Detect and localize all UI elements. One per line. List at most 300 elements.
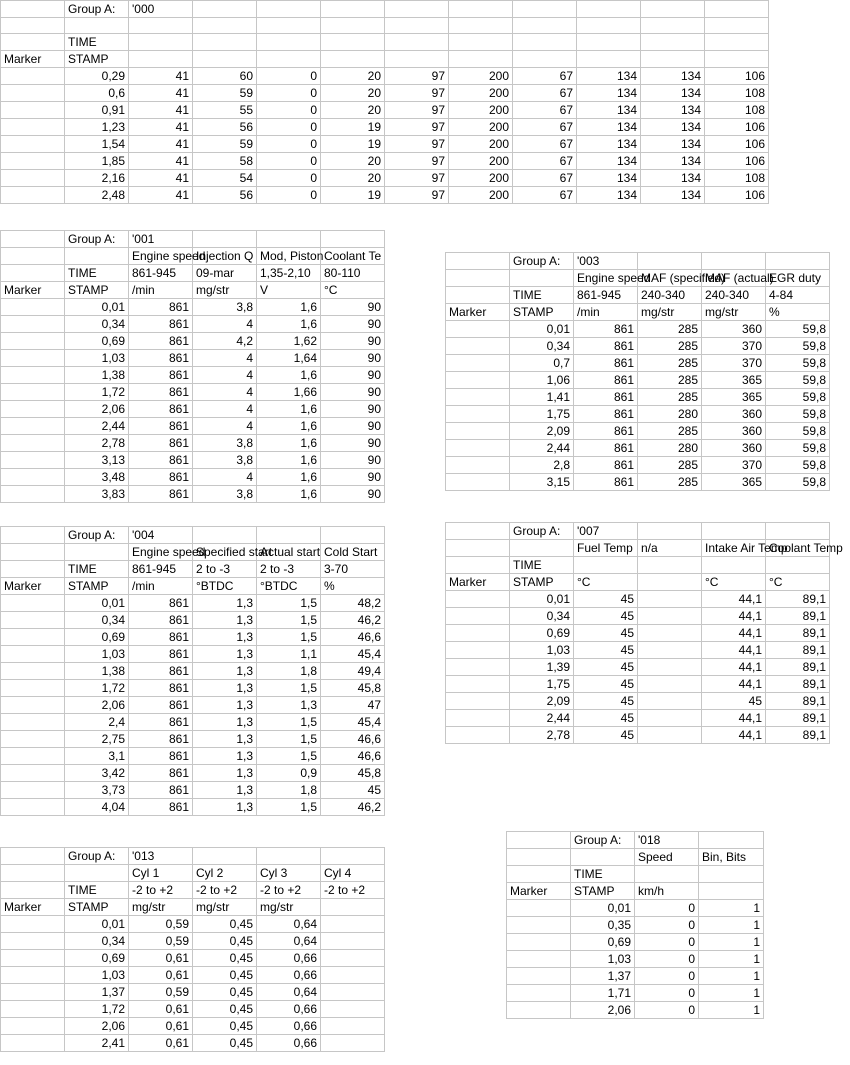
table-cell: n/a bbox=[638, 540, 702, 557]
table-cell: 67 bbox=[513, 68, 577, 85]
table-row bbox=[507, 1002, 764, 1019]
table-cell: mg/str bbox=[702, 304, 766, 321]
table-cell bbox=[321, 1001, 385, 1018]
table-cell: 49,4 bbox=[321, 663, 385, 680]
table-cell bbox=[705, 18, 769, 34]
table-cell bbox=[257, 18, 321, 34]
table-cell bbox=[641, 34, 705, 51]
table-cell: 134 bbox=[641, 187, 705, 204]
table-cell: 1,3 bbox=[193, 629, 257, 646]
table-cell: 1,8 bbox=[257, 663, 321, 680]
table-cell: 1,8 bbox=[257, 782, 321, 799]
table-cell: 1 bbox=[699, 900, 764, 917]
table-cell: 360 bbox=[702, 440, 766, 457]
table-cell bbox=[321, 51, 385, 68]
table-cell: 861 bbox=[574, 338, 638, 355]
table-cell bbox=[638, 608, 702, 625]
table-cell bbox=[1, 984, 65, 1001]
table-cell bbox=[1, 1, 65, 18]
table-cell: Marker bbox=[446, 304, 510, 321]
table-cell: 861 bbox=[129, 799, 193, 816]
table-cell bbox=[705, 51, 769, 68]
table-cell: Group A: bbox=[65, 231, 129, 248]
table-row bbox=[446, 423, 830, 440]
table-cell bbox=[1, 18, 65, 34]
table-cell: 97 bbox=[385, 187, 449, 204]
table-row bbox=[1, 984, 385, 1001]
table-cell: 97 bbox=[385, 119, 449, 136]
table-cell bbox=[507, 951, 571, 968]
table-cell: 4,04 bbox=[65, 799, 129, 816]
table-cell bbox=[446, 389, 510, 406]
table-cell: 861 bbox=[129, 452, 193, 469]
table-cell bbox=[1, 967, 65, 984]
table-cell: 1 bbox=[699, 934, 764, 951]
table-cell: 1,5 bbox=[257, 731, 321, 748]
table-cell: 90 bbox=[321, 333, 385, 350]
table-cell: 108 bbox=[705, 85, 769, 102]
table-row bbox=[1, 333, 385, 350]
table-cell bbox=[641, 18, 705, 34]
table-cell: '007 bbox=[574, 523, 638, 540]
table-cell: 861-945 bbox=[574, 287, 638, 304]
table-cell: 0 bbox=[257, 68, 321, 85]
table-cell: 370 bbox=[702, 457, 766, 474]
table-cell bbox=[577, 1, 641, 18]
table-row bbox=[1, 136, 769, 153]
table-cell: Marker bbox=[1, 899, 65, 916]
table-row bbox=[1, 714, 385, 731]
table-cell: 20 bbox=[321, 170, 385, 187]
table-cell: 106 bbox=[705, 187, 769, 204]
table-cell: 0,34 bbox=[65, 933, 129, 950]
table-cell bbox=[1, 544, 65, 561]
table-cell: 3,73 bbox=[65, 782, 129, 799]
table-row bbox=[1, 1001, 385, 1018]
table-cell: 09-mar bbox=[193, 265, 257, 282]
table-cell: 90 bbox=[321, 401, 385, 418]
group-000-table bbox=[0, 0, 769, 204]
table-cell: Bin, Bits bbox=[699, 849, 764, 866]
table-cell: 1,75 bbox=[510, 406, 574, 423]
table-cell bbox=[638, 710, 702, 727]
table-cell: 97 bbox=[385, 170, 449, 187]
table-row bbox=[1, 401, 385, 418]
table-cell: 90 bbox=[321, 486, 385, 503]
table-cell bbox=[513, 1, 577, 18]
table-cell bbox=[638, 523, 702, 540]
table-row bbox=[507, 900, 764, 917]
table-cell bbox=[638, 574, 702, 591]
table-cell: 90 bbox=[321, 469, 385, 486]
table-cell bbox=[446, 523, 510, 540]
table-cell: 134 bbox=[641, 170, 705, 187]
table-cell: 46,2 bbox=[321, 612, 385, 629]
table-cell: 0,01 bbox=[65, 595, 129, 612]
table-cell: 0,45 bbox=[193, 1018, 257, 1035]
table-cell bbox=[638, 625, 702, 642]
table-cell: 134 bbox=[641, 68, 705, 85]
table-cell: 200 bbox=[449, 170, 513, 187]
table-cell: 365 bbox=[702, 372, 766, 389]
table-cell: 1,85 bbox=[65, 153, 129, 170]
table-cell: 861 bbox=[129, 367, 193, 384]
table-cell bbox=[705, 34, 769, 51]
table-cell: 0 bbox=[635, 917, 699, 934]
table-cell: 0,45 bbox=[193, 967, 257, 984]
table-cell bbox=[513, 34, 577, 51]
table-cell: 106 bbox=[705, 136, 769, 153]
table-cell: 59 bbox=[193, 136, 257, 153]
table-cell: 45,8 bbox=[321, 680, 385, 697]
table-cell: 89,1 bbox=[766, 642, 830, 659]
table-cell: 41 bbox=[129, 68, 193, 85]
table-cell bbox=[321, 231, 385, 248]
table-cell: 0,66 bbox=[257, 1035, 321, 1052]
table-cell: °C bbox=[702, 574, 766, 591]
table-cell: 360 bbox=[702, 321, 766, 338]
table-cell: STAMP bbox=[65, 899, 129, 916]
table-cell: 44,1 bbox=[702, 727, 766, 744]
table-cell: STAMP bbox=[510, 304, 574, 321]
table-cell: STAMP bbox=[65, 282, 129, 299]
table-cell: 861 bbox=[574, 440, 638, 457]
table-cell: Fuel Temp bbox=[574, 540, 638, 557]
table-cell: 200 bbox=[449, 136, 513, 153]
table-row bbox=[1, 1018, 385, 1035]
table-row bbox=[1, 68, 769, 85]
table-row bbox=[1, 469, 385, 486]
table-cell: '004 bbox=[129, 527, 193, 544]
table-cell: 360 bbox=[702, 406, 766, 423]
table-cell bbox=[702, 253, 766, 270]
table-cell bbox=[65, 18, 129, 34]
table-cell: 3,8 bbox=[193, 486, 257, 503]
table-cell: 2 to -3 bbox=[257, 561, 321, 578]
table-cell: 1,3 bbox=[193, 799, 257, 816]
table-row bbox=[446, 440, 830, 457]
table-cell: 1,3 bbox=[193, 731, 257, 748]
table-cell bbox=[702, 557, 766, 574]
table-row bbox=[1, 51, 769, 68]
table-cell: 1,6 bbox=[257, 469, 321, 486]
table-cell: Group A: bbox=[571, 832, 635, 849]
table-cell: Cold Start bbox=[321, 544, 385, 561]
table-cell: 0 bbox=[257, 136, 321, 153]
table-row bbox=[1, 170, 769, 187]
table-cell: 59,8 bbox=[766, 338, 830, 355]
table-cell bbox=[577, 18, 641, 34]
table-cell: 134 bbox=[577, 136, 641, 153]
table-cell: 59,8 bbox=[766, 406, 830, 423]
table-cell: 45 bbox=[321, 782, 385, 799]
table-cell: 0,01 bbox=[571, 900, 635, 917]
table-cell: 861-945 bbox=[129, 265, 193, 282]
table-cell bbox=[1, 367, 65, 384]
table-cell: 134 bbox=[577, 102, 641, 119]
table-cell: /min bbox=[574, 304, 638, 321]
table-cell: 59,8 bbox=[766, 355, 830, 372]
table-cell bbox=[507, 968, 571, 985]
table-cell bbox=[1, 680, 65, 697]
table-cell bbox=[193, 1, 257, 18]
table-cell bbox=[257, 1, 321, 18]
table-cell: 1,03 bbox=[65, 967, 129, 984]
table-cell: 134 bbox=[577, 153, 641, 170]
table-cell: 108 bbox=[705, 170, 769, 187]
table-cell: 0,01 bbox=[510, 591, 574, 608]
table-cell: 90 bbox=[321, 435, 385, 452]
table-cell bbox=[638, 659, 702, 676]
table-cell bbox=[446, 321, 510, 338]
table-row bbox=[1, 882, 385, 899]
table-cell: 67 bbox=[513, 136, 577, 153]
table-row bbox=[446, 727, 830, 744]
table-row bbox=[507, 917, 764, 934]
table-cell bbox=[1, 452, 65, 469]
table-row bbox=[1, 765, 385, 782]
table-cell bbox=[1, 629, 65, 646]
table-cell: 1 bbox=[699, 985, 764, 1002]
table-cell bbox=[193, 18, 257, 34]
table-cell bbox=[446, 270, 510, 287]
table-row bbox=[446, 253, 830, 270]
table-cell: 1,3 bbox=[193, 697, 257, 714]
table-cell: 2,4 bbox=[65, 714, 129, 731]
table-cell bbox=[1, 401, 65, 418]
table-cell: Group A: bbox=[65, 1, 129, 18]
table-cell: 0,34 bbox=[510, 608, 574, 625]
table-cell bbox=[577, 51, 641, 68]
table-cell bbox=[766, 557, 830, 574]
table-cell bbox=[385, 51, 449, 68]
table-cell: '003 bbox=[574, 253, 638, 270]
table-row bbox=[1, 578, 385, 595]
table-cell: 0 bbox=[257, 119, 321, 136]
table-cell: 280 bbox=[638, 440, 702, 457]
table-cell: 3,83 bbox=[65, 486, 129, 503]
table-row bbox=[1, 435, 385, 452]
table-cell: 45 bbox=[574, 727, 638, 744]
table-cell: 1,3 bbox=[257, 697, 321, 714]
table-cell: 1 bbox=[699, 968, 764, 985]
table-cell: 861 bbox=[129, 714, 193, 731]
table-cell: 106 bbox=[705, 153, 769, 170]
table-cell: 200 bbox=[449, 153, 513, 170]
table-row bbox=[507, 832, 764, 849]
table-row bbox=[446, 287, 830, 304]
table-row bbox=[1, 595, 385, 612]
table-cell: '018 bbox=[635, 832, 699, 849]
table-row bbox=[1, 865, 385, 882]
table-cell bbox=[321, 967, 385, 984]
table-cell: 1,5 bbox=[257, 595, 321, 612]
table-cell: 44,1 bbox=[702, 608, 766, 625]
table-cell bbox=[1, 187, 65, 204]
table-cell: Marker bbox=[1, 51, 65, 68]
table-cell: 108 bbox=[705, 102, 769, 119]
table-cell bbox=[699, 832, 764, 849]
table-cell bbox=[446, 625, 510, 642]
table-cell bbox=[702, 523, 766, 540]
table-cell bbox=[446, 676, 510, 693]
table-cell: 1,66 bbox=[257, 384, 321, 401]
table-cell: 45 bbox=[574, 659, 638, 676]
table-cell: 2,06 bbox=[65, 1018, 129, 1035]
table-cell: 134 bbox=[641, 102, 705, 119]
table-cell: 370 bbox=[702, 338, 766, 355]
table-row bbox=[446, 591, 830, 608]
table-cell: 0,69 bbox=[571, 934, 635, 951]
table-cell: 1,6 bbox=[257, 418, 321, 435]
table-cell bbox=[1, 612, 65, 629]
table-cell: Cyl 1 bbox=[129, 865, 193, 882]
table-row bbox=[446, 355, 830, 372]
table-cell: 200 bbox=[449, 119, 513, 136]
table-cell: 861 bbox=[129, 765, 193, 782]
table-cell: 3,1 bbox=[65, 748, 129, 765]
table-cell bbox=[1, 153, 65, 170]
table-row bbox=[1, 848, 385, 865]
table-cell: 0,64 bbox=[257, 933, 321, 950]
table-cell: 41 bbox=[129, 187, 193, 204]
table-cell bbox=[1, 68, 65, 85]
table-cell: 0 bbox=[635, 968, 699, 985]
table-cell: 1 bbox=[699, 1002, 764, 1019]
table-cell bbox=[446, 372, 510, 389]
table-cell: Marker bbox=[1, 578, 65, 595]
table-cell: Coolant Temp bbox=[766, 540, 830, 557]
table-cell bbox=[385, 18, 449, 34]
table-cell: 134 bbox=[577, 187, 641, 204]
table-row bbox=[1, 18, 769, 34]
table-cell: 89,1 bbox=[766, 710, 830, 727]
table-cell: 2,09 bbox=[510, 693, 574, 710]
table-cell: 45 bbox=[574, 625, 638, 642]
table-cell: 41 bbox=[129, 170, 193, 187]
table-cell: 89,1 bbox=[766, 693, 830, 710]
table-cell bbox=[385, 1, 449, 18]
table-cell: TIME bbox=[510, 287, 574, 304]
table-cell bbox=[446, 457, 510, 474]
table-cell: 0,29 bbox=[65, 68, 129, 85]
table-cell bbox=[65, 248, 129, 265]
table-cell: 89,1 bbox=[766, 727, 830, 744]
table-cell: 3,15 bbox=[510, 474, 574, 491]
table-cell bbox=[446, 287, 510, 304]
table-cell bbox=[1, 102, 65, 119]
table-row bbox=[1, 544, 385, 561]
table-cell: 2,78 bbox=[65, 435, 129, 452]
table-cell: Engine speed bbox=[574, 270, 638, 287]
table-cell: 861 bbox=[574, 457, 638, 474]
table-row bbox=[1, 282, 385, 299]
table-cell: 861 bbox=[129, 486, 193, 503]
table-cell bbox=[638, 727, 702, 744]
table-cell: 1,39 bbox=[510, 659, 574, 676]
table-cell: 134 bbox=[641, 153, 705, 170]
table-row bbox=[446, 625, 830, 642]
table-cell: 45,8 bbox=[321, 765, 385, 782]
table-cell: 861 bbox=[574, 372, 638, 389]
table-cell: 59,8 bbox=[766, 440, 830, 457]
table-cell: 0,61 bbox=[129, 1001, 193, 1018]
table-cell: 861 bbox=[129, 663, 193, 680]
table-cell: 45 bbox=[574, 676, 638, 693]
table-cell bbox=[510, 270, 574, 287]
table-cell: 1,64 bbox=[257, 350, 321, 367]
table-cell bbox=[321, 34, 385, 51]
table-cell: 285 bbox=[638, 355, 702, 372]
table-cell: 89,1 bbox=[766, 608, 830, 625]
table-cell: 0,66 bbox=[257, 950, 321, 967]
table-row bbox=[446, 372, 830, 389]
table-row bbox=[1, 950, 385, 967]
table-cell: 370 bbox=[702, 355, 766, 372]
table-cell bbox=[65, 544, 129, 561]
table-cell: 1,41 bbox=[510, 389, 574, 406]
table-cell: 46,6 bbox=[321, 731, 385, 748]
table-row bbox=[1, 561, 385, 578]
table-cell: °BTDC bbox=[193, 578, 257, 595]
table-cell bbox=[193, 527, 257, 544]
table-row bbox=[507, 951, 764, 968]
table-cell: 1,5 bbox=[257, 714, 321, 731]
table-row bbox=[1, 316, 385, 333]
table-cell: Cyl 3 bbox=[257, 865, 321, 882]
table-cell: 861 bbox=[129, 350, 193, 367]
table-cell: 59,8 bbox=[766, 474, 830, 491]
table-cell: Group A: bbox=[65, 527, 129, 544]
table-cell: 0,61 bbox=[129, 1018, 193, 1035]
table-cell bbox=[446, 659, 510, 676]
table-cell: 46,6 bbox=[321, 748, 385, 765]
table-cell: 3,13 bbox=[65, 452, 129, 469]
table-cell: 97 bbox=[385, 68, 449, 85]
table-cell: TIME bbox=[65, 561, 129, 578]
table-cell: 285 bbox=[638, 321, 702, 338]
table-cell: 20 bbox=[321, 102, 385, 119]
table-cell: 46,2 bbox=[321, 799, 385, 816]
table-cell: 861 bbox=[574, 389, 638, 406]
table-cell: 45,4 bbox=[321, 646, 385, 663]
table-row bbox=[446, 642, 830, 659]
table-cell: '013 bbox=[129, 848, 193, 865]
table-cell: 3,8 bbox=[193, 435, 257, 452]
table-cell bbox=[1, 865, 65, 882]
table-cell bbox=[1, 170, 65, 187]
table-cell: 861 bbox=[129, 384, 193, 401]
table-cell: 44,1 bbox=[702, 659, 766, 676]
table-cell: 90 bbox=[321, 418, 385, 435]
table-cell bbox=[321, 848, 385, 865]
table-row bbox=[1, 102, 769, 119]
table-cell: 0,61 bbox=[129, 1035, 193, 1052]
table-cell: TIME bbox=[65, 265, 129, 282]
table-cell: 861 bbox=[574, 406, 638, 423]
table-cell: 1,72 bbox=[65, 1001, 129, 1018]
group-007-table bbox=[445, 522, 843, 744]
table-cell: 1,6 bbox=[257, 435, 321, 452]
table-cell: 285 bbox=[638, 474, 702, 491]
table-cell: 3,8 bbox=[193, 299, 257, 316]
table-cell: 20 bbox=[321, 153, 385, 170]
table-cell: Mod, Piston bbox=[257, 248, 321, 265]
table-cell: 89,1 bbox=[766, 659, 830, 676]
table-cell: 200 bbox=[449, 85, 513, 102]
table-cell bbox=[1, 527, 65, 544]
table-cell bbox=[513, 51, 577, 68]
